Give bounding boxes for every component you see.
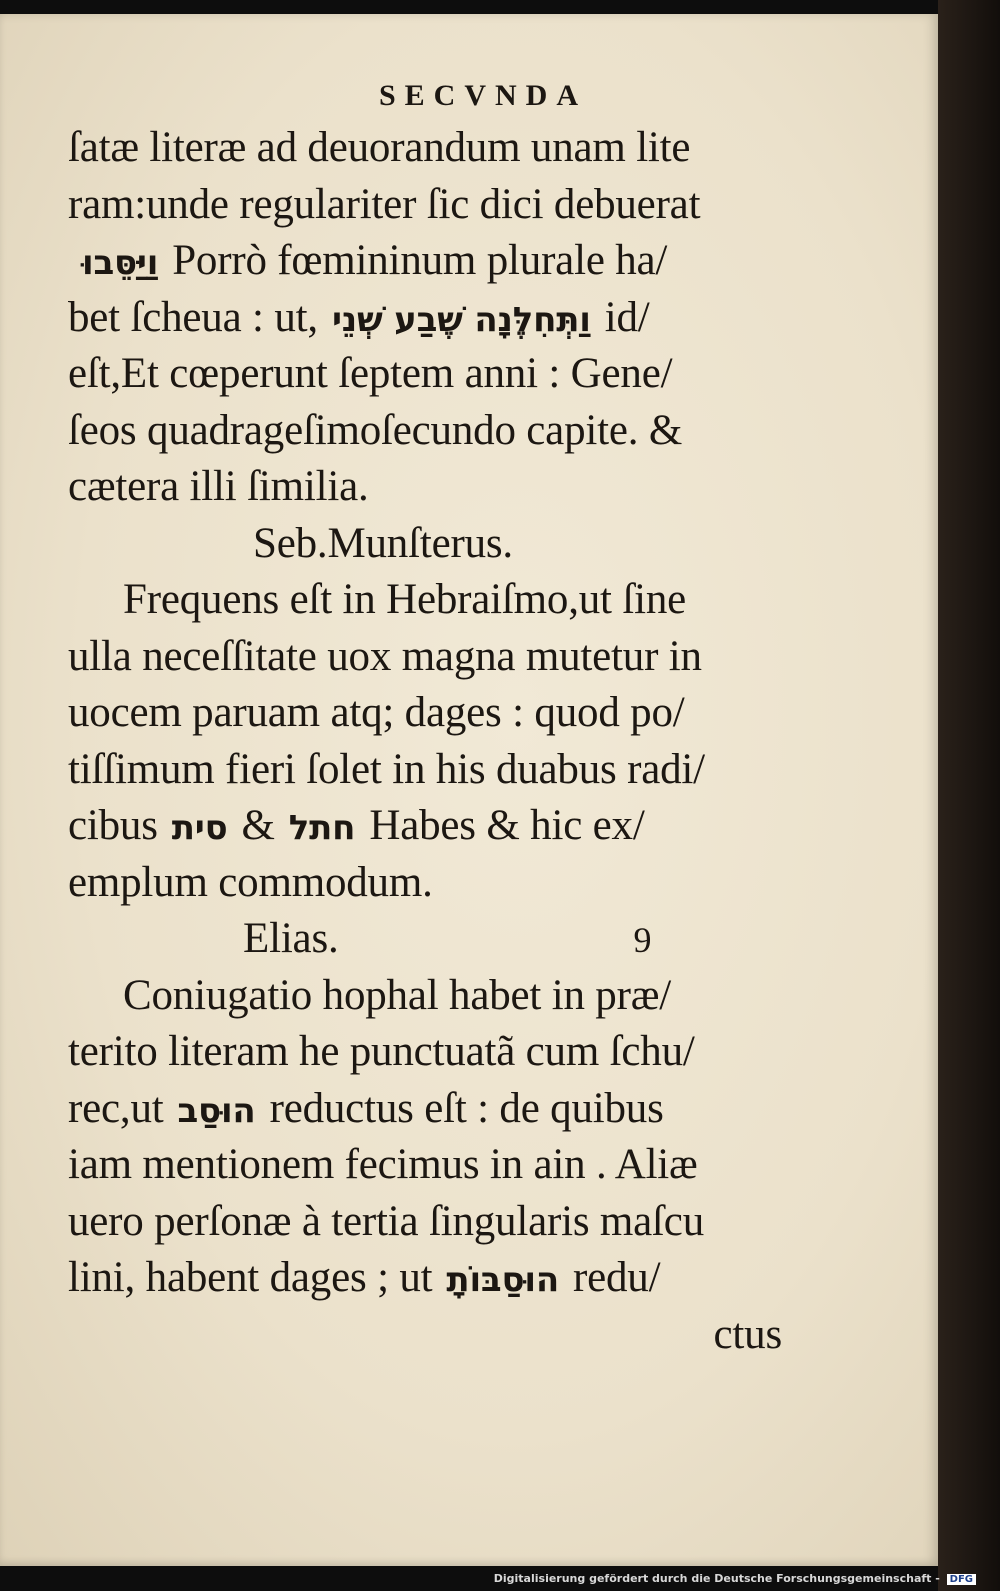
hebrew-word: הוּסַבּוֹתָ <box>446 1260 559 1300</box>
hebrew-word: וַיַּסֵּבוּ <box>82 243 159 283</box>
text-line <box>68 911 788 968</box>
latin-text: reductus eſt : de quibus <box>269 1084 664 1132</box>
latin-text: Coniugatio hophal habet in præ/ <box>123 971 671 1019</box>
credit-text: Digitalisierung gefördert durch die Deutsche Forschungsgemeinschaft - <box>493 1572 940 1585</box>
hebrew-word: סית <box>171 808 228 848</box>
digitization-credit <box>494 1572 976 1585</box>
hebrew-word: הוּסַב <box>177 1090 256 1131</box>
text-line <box>68 346 788 403</box>
latin-text: ulla neceſſitate uox magna mutetur in <box>68 632 702 680</box>
latin-text: & <box>241 802 275 849</box>
hebrew-word: חתל <box>288 808 356 848</box>
latin-text: iam mentionem fecimus in ain . Aliæ <box>68 1141 698 1188</box>
latin-text: Elias. <box>243 915 339 962</box>
text-line <box>68 233 788 290</box>
text-line <box>68 1250 788 1307</box>
latin-text: tiſſimum fieri ſolet in his duabus radi/ <box>68 745 705 793</box>
text-line <box>68 403 788 460</box>
latin-text: cætera illi ſimilia. <box>68 463 369 510</box>
latin-text: ram:unde regulariter ſic dici debuerat <box>68 180 701 228</box>
latin-text: ctus <box>713 1310 782 1358</box>
latin-text: rec,ut <box>68 1084 164 1132</box>
text-line <box>68 1194 788 1251</box>
latin-text: ſatæ literæ ad deuorandum unam lite <box>68 124 691 171</box>
latin-text: Seb.Munſterus. <box>253 519 513 567</box>
text-line <box>68 742 788 799</box>
text-line <box>68 516 788 573</box>
text-line <box>68 798 788 855</box>
text-line <box>68 968 788 1025</box>
latin-text: id/ <box>604 293 650 341</box>
text-line <box>68 572 788 629</box>
latin-text: Habes & hic ex/ <box>369 802 645 849</box>
latin-text: cibus <box>68 802 158 849</box>
text-line <box>68 685 788 742</box>
text-line <box>68 177 788 234</box>
latin-text: Porrò fœmininum plurale ha/ <box>172 237 668 284</box>
text-line <box>68 1081 788 1138</box>
text-line <box>68 120 788 177</box>
latin-text: redu/ <box>573 1254 661 1301</box>
text-line <box>68 629 788 686</box>
page-text-block <box>68 72 788 1363</box>
latin-text: eſt,Et cœperunt ſeptem anni : Gene/ <box>68 350 673 397</box>
text-line <box>68 1137 788 1194</box>
latin-text: lini, habent dages ; ut <box>68 1254 433 1301</box>
text-line <box>68 459 788 516</box>
latin-text: uocem paruam atq; dages : quod po/ <box>68 689 685 736</box>
latin-text: emplum commodum. <box>68 858 433 906</box>
text-line <box>68 855 788 912</box>
running-head: SECVNDA <box>378 79 588 112</box>
text-lines <box>68 120 788 1363</box>
latin-text: Frequens eſt in Hebraiſmo,ut ſine <box>123 576 687 623</box>
book-page <box>0 14 938 1566</box>
latin-text: ſeos quadrageſimoſecundo capite. & <box>68 406 683 454</box>
hebrew-word: וַתְּחִלֶּנָה שֶׁבַע שְׁנֵי <box>331 299 591 340</box>
book-gutter <box>938 0 1000 1591</box>
latin-text: bet ſcheua : ut, <box>68 293 318 341</box>
dfg-logo: DFG <box>947 1574 976 1585</box>
signature-mark: 9 <box>633 920 652 960</box>
text-line <box>68 1307 788 1364</box>
text-line <box>68 290 788 347</box>
latin-text: terito literam he punctuatã cum ſchu/ <box>68 1028 695 1075</box>
latin-text: uero perſonæ à tertia ſingularis maſcu <box>68 1197 704 1245</box>
text-line <box>68 1024 788 1081</box>
